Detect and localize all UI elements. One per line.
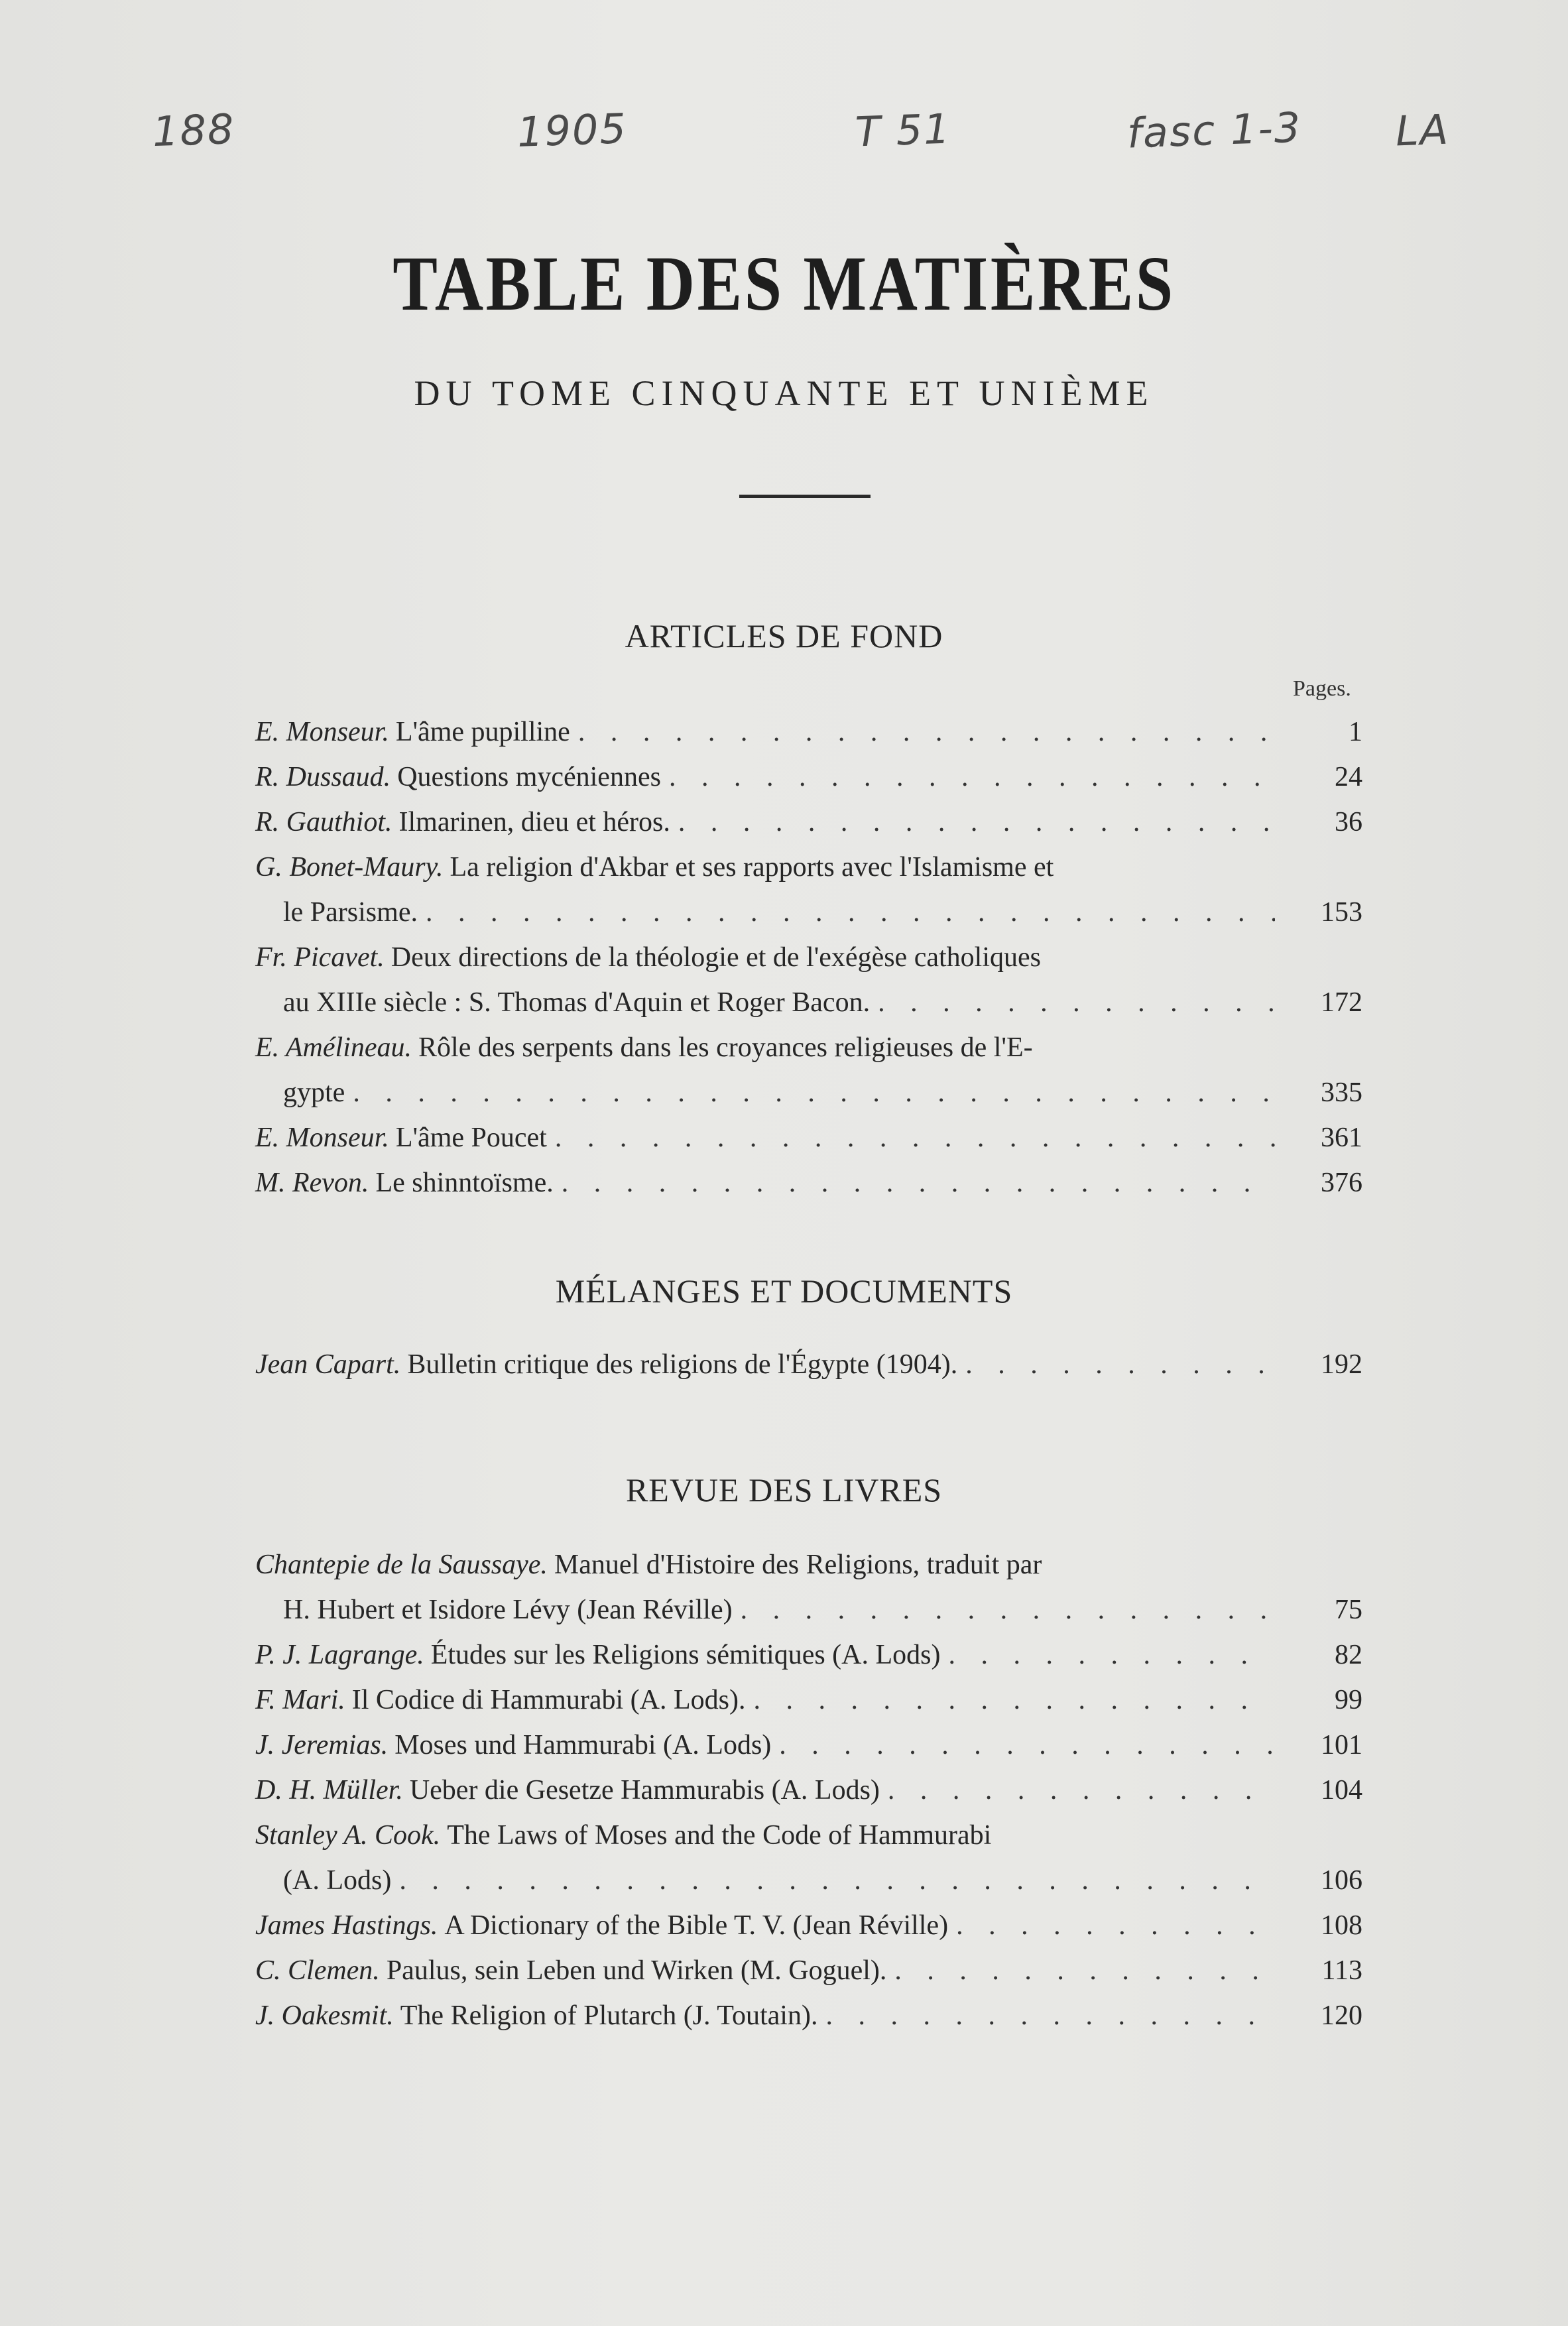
handwritten-note-1: 188 bbox=[151, 104, 236, 156]
entry-page: 1 bbox=[1349, 717, 1362, 747]
entry-title: Ueber die Gesetze Hammurabis (A. Lods) bbox=[409, 1775, 880, 1806]
entry-title: Le shinntoïsme. bbox=[375, 1168, 554, 1198]
leader-dots bbox=[562, 1160, 1275, 1205]
section-heading-revue: REVUE DES LIVRES bbox=[625, 1471, 943, 1508]
entry-title: L'âme pupilline bbox=[395, 717, 570, 747]
toc-entry bbox=[255, 1632, 1362, 1678]
entry-title: Moses und Hammurabi (A. Lods) bbox=[394, 1730, 772, 1760]
handwritten-annotations bbox=[0, 103, 1568, 186]
leader-dots bbox=[753, 1678, 1275, 1723]
entry-page: 192 bbox=[1321, 1349, 1362, 1380]
entry-author: Chantepie de la Saussaye. bbox=[255, 1550, 548, 1580]
toc-entry bbox=[255, 845, 1362, 935]
toc-entry bbox=[255, 709, 1362, 755]
title-divider bbox=[739, 495, 871, 498]
section-heading-melanges: MÉLANGES ET DOCUMENTS bbox=[555, 1272, 1013, 1310]
leader-dots bbox=[825, 1993, 1275, 2038]
entry-author: D. H. Müller. bbox=[255, 1775, 403, 1806]
entry-page: 101 bbox=[1321, 1730, 1362, 1760]
entry-author: P. J. Lagrange. bbox=[255, 1640, 424, 1670]
leader-dots bbox=[353, 1070, 1275, 1115]
entry-author: R. Gauthiot. bbox=[255, 807, 392, 837]
handwritten-note-3: T 51 bbox=[854, 104, 952, 156]
leader-dots bbox=[878, 980, 1275, 1025]
entry-page: 99 bbox=[1335, 1685, 1362, 1715]
entry-page: 36 bbox=[1335, 807, 1362, 837]
entry-title: A Dictionary of the Bible T. V. (Jean Réville) bbox=[444, 1910, 949, 1941]
leader-dots bbox=[578, 709, 1275, 755]
entry-title: Études sur les Religions sémitiques (A. Lods) bbox=[430, 1640, 941, 1670]
entry-title: Bulletin critique des religions de l'Égypte (1904). bbox=[407, 1349, 958, 1380]
toc-entry bbox=[255, 1678, 1362, 1723]
entry-title-continued: au XIIIe siècle : S. Thomas d'Aquin et Roger Bacon. bbox=[283, 987, 871, 1018]
leader-dots bbox=[741, 1587, 1275, 1632]
toc-entry bbox=[255, 1342, 1362, 1387]
toc-entry bbox=[255, 1768, 1362, 1813]
entry-title: Deux directions de la théologie et de l'exégèse catholiques bbox=[391, 942, 1041, 973]
toc-entry bbox=[255, 1542, 1362, 1632]
entry-title: Rôle des serpents dans les croyances religieuses de l'E- bbox=[418, 1032, 1033, 1063]
toc-entry bbox=[255, 1025, 1362, 1115]
toc-entry bbox=[255, 1903, 1362, 1948]
entry-page: 113 bbox=[1321, 1955, 1362, 1986]
entry-author: G. Bonet-Maury. bbox=[255, 852, 444, 883]
leader-dots bbox=[888, 1768, 1275, 1813]
entry-author: Fr. Picavet. bbox=[255, 942, 385, 973]
entry-page: 106 bbox=[1321, 1865, 1362, 1896]
entry-author: J. Oakesmit. bbox=[255, 2000, 394, 2031]
entry-author: J. Jeremias. bbox=[255, 1730, 389, 1760]
toc-entry bbox=[255, 1948, 1362, 1993]
toc-entry bbox=[255, 1813, 1362, 1903]
toc-entry bbox=[255, 1115, 1362, 1160]
entry-author: Stanley A. Cook. bbox=[255, 1820, 441, 1851]
entry-title-continued: le Parsisme. bbox=[283, 897, 418, 928]
entry-page: 172 bbox=[1321, 987, 1362, 1018]
entry-page: 104 bbox=[1321, 1775, 1362, 1806]
toc-entry bbox=[255, 800, 1362, 845]
entry-title: Ilmarinen, dieu et héros. bbox=[398, 807, 670, 837]
page-title: TABLE DES MATIÈRES bbox=[392, 240, 1176, 327]
leader-dots bbox=[555, 1115, 1275, 1160]
entry-page: 108 bbox=[1321, 1910, 1362, 1941]
entry-author: R. Dussaud. bbox=[255, 762, 391, 792]
toc-entry bbox=[255, 1723, 1362, 1768]
toc-entry bbox=[255, 935, 1362, 1025]
entry-title: Questions mycéniennes bbox=[397, 762, 661, 792]
entry-title-continued: gypte bbox=[283, 1077, 345, 1108]
entry-author: E. Monseur. bbox=[255, 1123, 389, 1153]
entry-title: The Laws of Moses and the Code of Hammurabi bbox=[447, 1820, 992, 1851]
entry-title: La religion d'Akbar et ses rapports avec l'Islamisme et bbox=[450, 852, 1054, 883]
entry-author: E. Monseur. bbox=[255, 717, 389, 747]
entry-title: The Religion of Plutarch (J. Toutain). bbox=[400, 2000, 818, 2031]
leader-dots bbox=[965, 1342, 1275, 1387]
toc-entry bbox=[255, 1160, 1362, 1205]
leader-dots bbox=[426, 890, 1275, 935]
toc-entry bbox=[255, 1993, 1362, 2038]
toc-entry bbox=[255, 755, 1362, 800]
entry-page: 335 bbox=[1321, 1077, 1362, 1108]
leader-dots bbox=[399, 1858, 1275, 1903]
entry-page: 82 bbox=[1335, 1640, 1362, 1670]
entry-page: 376 bbox=[1321, 1168, 1362, 1198]
entry-author: F. Mari. bbox=[255, 1685, 345, 1715]
entry-author: James Hastings. bbox=[255, 1910, 438, 1941]
entry-title: L'âme Poucet bbox=[395, 1123, 547, 1153]
page-subtitle: DU TOME CINQUANTE ET UNIÈME bbox=[414, 373, 1154, 413]
leader-dots bbox=[894, 1948, 1275, 1993]
entry-title: Manuel d'Histoire des Religions, traduit par bbox=[554, 1550, 1042, 1580]
handwritten-note-5: LA bbox=[1394, 105, 1451, 156]
entry-page: 153 bbox=[1321, 897, 1362, 928]
entry-title: Il Codice di Hammurabi (A. Lods). bbox=[351, 1685, 746, 1715]
pages-column-label: Pages. bbox=[1293, 676, 1351, 701]
leader-dots bbox=[669, 755, 1275, 800]
leader-dots bbox=[949, 1632, 1276, 1678]
entry-page: 361 bbox=[1321, 1123, 1362, 1153]
section-heading-articles: ARTICLES DE FOND bbox=[625, 617, 943, 654]
handwritten-note-4: fasc 1-3 bbox=[1126, 103, 1303, 158]
entry-title-continued: (A. Lods) bbox=[283, 1865, 392, 1896]
entry-author: E. Amélineau. bbox=[255, 1032, 412, 1063]
entry-page: 120 bbox=[1321, 2000, 1362, 2031]
entry-page: 75 bbox=[1335, 1595, 1362, 1625]
entry-author: M. Revon. bbox=[255, 1168, 369, 1198]
handwritten-note-2: 1905 bbox=[516, 104, 629, 156]
leader-dots bbox=[678, 800, 1275, 845]
leader-dots bbox=[779, 1723, 1275, 1768]
entry-page: 24 bbox=[1335, 762, 1362, 792]
entry-author: C. Clemen. bbox=[255, 1955, 380, 1986]
entry-author: Jean Capart. bbox=[255, 1349, 401, 1380]
entry-title-continued: H. Hubert et Isidore Lévy (Jean Réville) bbox=[283, 1595, 733, 1625]
leader-dots bbox=[956, 1903, 1275, 1948]
entry-title: Paulus, sein Leben und Wirken (M. Goguel). bbox=[386, 1955, 887, 1986]
